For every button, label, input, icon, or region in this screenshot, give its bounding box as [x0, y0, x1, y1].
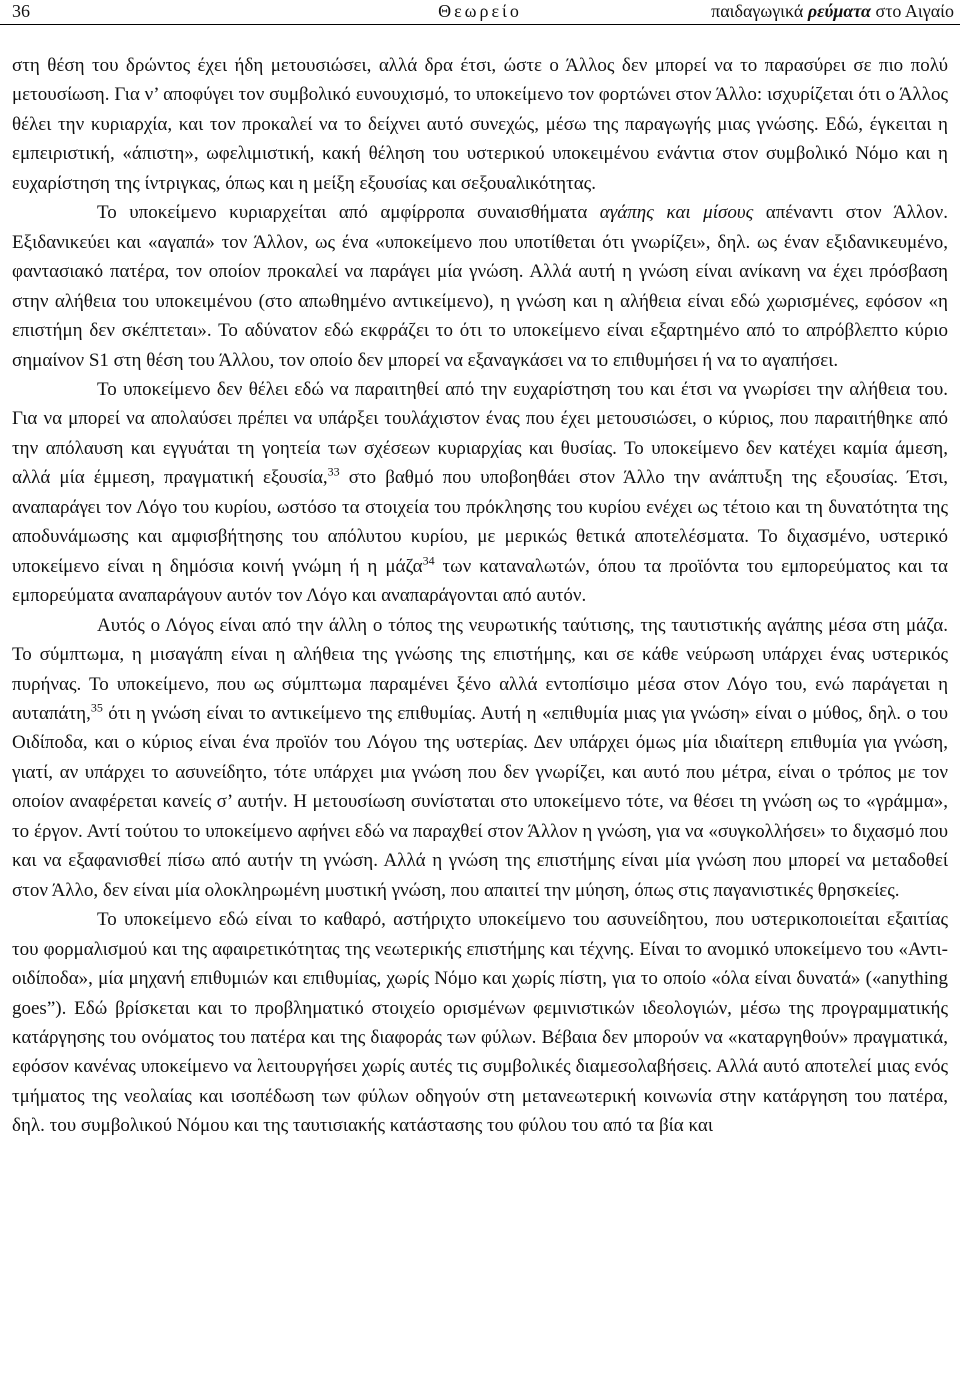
paragraph-p3 [12, 375, 948, 611]
text-segment: ότι η γνώση είναι το αντικείμενο της επιθυμίας. Αυτή η «επιθυμία μιας για γνώση» είναι ο μύθος, δηλ. ο του Οιδίποδα, και ο κύριος είναι ένα προϊόν του Λόγου της υστερίας. Δεν υπάρχει όμως μία ιδιαίτερη επιθυμία για γνώση, γιατί, αν υπάρχει το ασυνείδητο, τότε υπάρχει μια γνώση που δεν γνωρίζει, και αυτό που μέτρα, είναι ο τρόπος με τον οποίον αναφέρεται κανείς σ’ αυτήν. Η μετουσίωση συνίσταται στο υποκείμενο τότε, να θέσει τη γνώση ως το «γράμμα», το έργον. Αντί τούτου το υποκείμενο αφήνει εδώ να παραχθεί στον Άλλον η γνώση, για να «συγκολλήσει» το διχασμό που και να εξαφανισθεί πίσω από αυτήν τη γνώση. Αλλά η γνώση της επιστήμης είναι μία γνώση που μπορεί να μεταδοθεί στον Άλλο, δεν είναι μία ολοκληρωμένη μυστική γνώση, που απαιτεί την μύηση, όπως στις παγανιστικές θρησκείες. [12, 702, 948, 901]
page-number: 36 [12, 1, 30, 21]
text-segment: στο βαθμό που υποβοηθάει στον Άλλο την ανάπτυξη της εξουσίας. Έτσι, αναπαράγει τον Λόγο του κυρίου, ωστόσο τα στοιχεία του πρόκλησης του κυρίου ενέχει ως τέτοιο και τη δυνατότητα της αποδυνάμωσης και αμφισβήτησης του απόλυτου κυρίου, με μερικώς θετικά αποτελέσματα. Το διχασμένο, υστερικό υποκείμενο είναι η δημόσια κοινή γνώμη ή η μάζα [12, 467, 948, 577]
text-segment: απέναντι στον Άλλον. Εξιδανικεύει και «αγαπά» τον Άλλον, ως ένα «υποκείμενο που υποτίθεται ότι γνωρίζει», δηλ. ως έναν εξιδανικευμένο, φαντασιακό πατέρα, τον οποίον προκαλεί να παράγει μία γνώση. Αλλά αυτή η γνώση είναι ανίκανη να έχει πρόσβαση στην αλήθεια του υποκειμένου (στο απωθημένο αντικείμενο), η γνώση και η αλήθεια είναι εδώ χωρισμένες, εφόσον «η επιστήμη δεν σκέπτεται». Το αδύνατον εδώ εκφράζει το ότι το υποκείμενο είναι εξαρτημένο από το απρόβλεπτο κύριο σημαίνον S1 στη θέση του Άλλου, τον οποίο δεν μπορεί να εξαναγκάσει να το επιθυμήσει ή να το αγαπήσει. [12, 202, 948, 371]
paragraph-p4 [12, 611, 948, 906]
article-body [12, 51, 948, 1141]
footnote-ref: 35 [90, 700, 103, 715]
paragraph-p5 [12, 905, 948, 1141]
text-segment: των καταναλωτών, όπου τα προϊόντα του εμπορεύματος και τα εμπορεύματα αναπαράγουν αυτόν τον Λόγο και αναπαράγονται από αυτόν. [12, 555, 948, 607]
text-segment: στη θέση του δρώντος έχει ήδη μετουσιώσει, αλλά δρα έτσι, ώστε ο Άλλος δεν μπορεί να το παρασύρει σε πιο πολύ μετουσίωση. Για ν’ αποφύγει τον συμβολικό ευνουχισμό, το υποκείμενο τον φορτώνει στον Άλλο: ισχυρίζεται ότι ο Άλλος θέλει την κυριαρχία, και τον προκαλεί να το δείχνει αυτό συνεχώς, μέσω της παραγωγής μιας γνώσης. Εδώ, έγκειται η εμπειριστική, «άπιστη», ωφελιμιστική, κακή θέληση του υστερικού υποκειμένου ενάντια στον συμβολικό Νόμο και η ευχαρίστηση της ίντριγκας, όπως και η μείξη εξουσίας και σεξουαλικότητας. [12, 55, 948, 194]
paragraph-p1 [12, 51, 948, 198]
footnote-ref: 33 [327, 465, 340, 480]
text-segment: Αυτός ο Λόγος είναι από την άλλη ο τόπος της νευρωτικής ταύτισης, της ταυτιστικής αγάπης μέσα στη μάζα. Το σύμπτωμα, η μισαγάπη είναι η αλήθεια της γνώσης της επιστήμης, και σε κάθε νεύρωση υπάρχει ένας υστερικός πυρήνας. Το υποκείμενο, που ως σύμπτωμα παραμένει ξένο αλλά εντοπίσιμο μέσα στον Λόγο του, ενώ παράγεται η αυταπάτη, [12, 614, 948, 724]
journal-title-emphasis: ρεύματα [807, 1, 871, 21]
text-segment: Το υποκείμενο δεν θέλει εδώ να παραιτηθεί από την ευχαρίστηση του και έτσι να γνωρίσει την αλήθεια του. Για να μπορεί να απολαύσει πρέπει να υπάρξει τουλάχιστον ένας που έχει μετουσιώσει, ο κύριος, που παραιτήθηκε από την απόλαυση και εγγυάται τη γοητεία των σχέσεων κυριαρχίας και θυσίας. Το υποκείμενο δεν κατέχει καμία άμεση, αλλά μία έμμεση, πραγματική εξουσία, [12, 378, 948, 489]
page-header [0, 0, 960, 25]
paragraph-p2 [12, 198, 948, 375]
text-segment: Το υποκείμενο εδώ είναι το καθαρό, αστήριχτο υποκείμενο του ασυνείδητου, που υστερικοποιείται εξαιτίας του φορμαλισμού και της αφαιρετικότητας της νεωτερικής επιστήμης και τέχνης. Είναι το ανομικό υποκείμενο του «Αντι-οιδίποδα», μία μηχανή επιθυμιών και επιθυμίας, χωρίς Νόμο και χωρίς πίστη, για το οποίο «όλα είναι δυνατά» («anything goes”). Εδώ βρίσκεται και το προβληματικό στοιχείο ορισμένων φεμινιστικών ιδεολογιών, μέσω της προγραμματικής κατάργησης του ονόματος του πατέρα και της διαφοράς των φύλων. Βέβαια δεν μπορούν να «καταργηθούν» πραγματικά, εφόσον κανένας υποκείμενο να λειτουργήσει χωρίς αυτές τις συμβολικές διαμεσολαβήσεις. Αλλά αυτό αποτελεί μιας ενός τμήματος της νεολαίας και ισοπέδωση των φύλων οδηγούν στη μετανεωτερική κοινωνία στην κατάργηση του πατέρα, δηλ. του συμβολικού Νόμου και της ταυτισιακής κατάστασης του φύλου του από τα βία και [12, 909, 948, 1137]
italic-text: αγάπης και μίσους [599, 202, 754, 224]
text-segment: Το υποκείμενο κυριαρχείται από αμφίρροπα συναισθήματα [97, 202, 600, 224]
running-title: Θεωρείο [438, 1, 522, 21]
journal-title-end: στο Αιγαίο [870, 1, 954, 21]
journal-title-start: παιδαγωγικά [711, 1, 808, 21]
journal-title [711, 0, 954, 22]
footnote-ref: 34 [422, 553, 435, 568]
